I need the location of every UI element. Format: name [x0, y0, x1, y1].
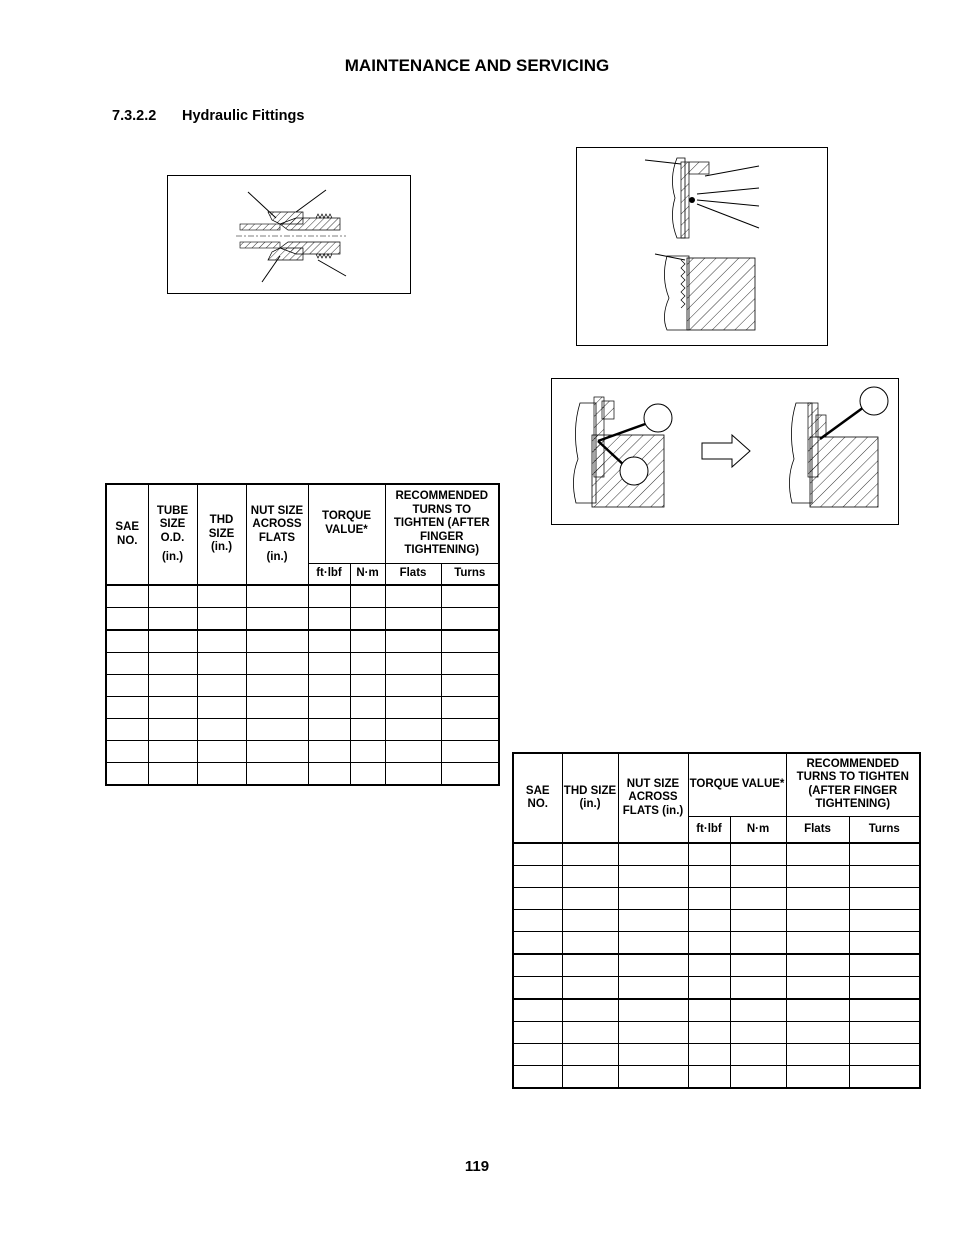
table1-body [106, 585, 499, 785]
table-cell [350, 630, 385, 653]
table-cell [688, 1044, 730, 1066]
table-cell [562, 932, 618, 955]
table-cell [350, 763, 385, 786]
table-cell [148, 675, 197, 697]
table-cell [688, 932, 730, 955]
table-cell [148, 697, 197, 719]
table-cell [786, 999, 849, 1022]
table-cell [441, 675, 499, 697]
flare-fitting-torque-table [105, 483, 500, 786]
table-cell [688, 888, 730, 910]
table-cell [106, 741, 148, 763]
table-row [106, 741, 499, 763]
table-cell [786, 888, 849, 910]
table-cell [441, 697, 499, 719]
header-tube-size-label: TUBE SIZE O.D. [156, 504, 189, 544]
table-cell [441, 741, 499, 763]
table-cell [618, 977, 688, 1000]
table-row [106, 653, 499, 675]
table-cell [849, 1022, 920, 1044]
table-cell [688, 843, 730, 866]
table-cell [148, 719, 197, 741]
table-cell [441, 585, 499, 608]
table-cell [197, 697, 246, 719]
table-cell [849, 1066, 920, 1089]
table-cell [308, 630, 350, 653]
table-cell [786, 932, 849, 955]
table-cell [730, 843, 786, 866]
table-cell [385, 608, 441, 631]
table-cell [849, 977, 920, 1000]
table-cell [350, 653, 385, 675]
table-cell [513, 1044, 562, 1066]
table-cell [513, 954, 562, 977]
table-cell [688, 954, 730, 977]
table-cell [385, 697, 441, 719]
table-cell [849, 910, 920, 932]
table-cell [197, 763, 246, 786]
table-row [106, 630, 499, 653]
table-cell [385, 741, 441, 763]
adjustable-fitting-figure [551, 378, 899, 525]
table-cell [246, 608, 308, 631]
table-cell [562, 843, 618, 866]
header-thd-size: THD SIZE (in.) [197, 484, 246, 585]
table-cell [308, 741, 350, 763]
header-nm: N·m [730, 816, 786, 843]
header-nut-size: NUT SIZE ACROSS FLATS (in.) [618, 753, 688, 843]
table-cell [688, 999, 730, 1022]
table-cell [246, 675, 308, 697]
table-row [513, 1044, 920, 1066]
table-cell [730, 1044, 786, 1066]
header-ftlbf: ft·lbf [308, 563, 350, 585]
table-cell [562, 999, 618, 1022]
table-cell [513, 888, 562, 910]
page-number: 119 [464, 1158, 490, 1175]
table-cell [308, 608, 350, 631]
table-cell [786, 843, 849, 866]
table-cell [197, 719, 246, 741]
table-cell [618, 1022, 688, 1044]
table-cell [849, 932, 920, 955]
table-cell [106, 608, 148, 631]
table-cell [730, 999, 786, 1022]
table-cell [106, 675, 148, 697]
table-cell [350, 697, 385, 719]
table-cell [688, 1066, 730, 1089]
table-cell [618, 1066, 688, 1089]
table-cell [730, 888, 786, 910]
table-cell [308, 719, 350, 741]
table-cell [246, 763, 308, 786]
oring-boss-torque-table [512, 752, 921, 1089]
table-row [513, 866, 920, 888]
table-cell [148, 630, 197, 653]
table-cell [308, 653, 350, 675]
table-cell [385, 630, 441, 653]
table-cell [350, 675, 385, 697]
table-cell [308, 585, 350, 608]
table-cell [849, 1044, 920, 1066]
table-cell [849, 888, 920, 910]
table-cell [308, 697, 350, 719]
table-cell [562, 888, 618, 910]
table-cell [350, 741, 385, 763]
table-row [106, 585, 499, 608]
table-cell [197, 741, 246, 763]
table-cell [441, 763, 499, 786]
table-cell [688, 866, 730, 888]
table-cell [618, 932, 688, 955]
table-cell [513, 1022, 562, 1044]
table-cell [786, 977, 849, 1000]
header-torque-value: TORQUE VALUE* [308, 484, 385, 563]
table-cell [849, 954, 920, 977]
section-number: 7.3.2.2 [112, 108, 157, 124]
table-cell [385, 653, 441, 675]
table-cell [246, 585, 308, 608]
table-row [513, 843, 920, 866]
table-cell [197, 675, 246, 697]
table-cell [197, 585, 246, 608]
table-cell [246, 653, 308, 675]
table-cell [246, 719, 308, 741]
table-cell [562, 1066, 618, 1089]
table-cell [197, 653, 246, 675]
table-cell [513, 843, 562, 866]
header-flats: Flats [786, 816, 849, 843]
table-row [513, 1066, 920, 1089]
table-cell [730, 977, 786, 1000]
table-cell [513, 932, 562, 955]
header-sae-no: SAE NO. [106, 484, 148, 585]
table-cell [513, 977, 562, 1000]
table-cell [197, 608, 246, 631]
table-row [513, 888, 920, 910]
table-cell [441, 653, 499, 675]
table-row [106, 675, 499, 697]
table-cell [106, 585, 148, 608]
table-cell [849, 843, 920, 866]
table-cell [688, 910, 730, 932]
table-cell [106, 719, 148, 741]
header-tube-size-unit: (in.) [161, 551, 184, 563]
table-row [106, 719, 499, 741]
table-cell [618, 866, 688, 888]
table-cell [148, 653, 197, 675]
table-cell [618, 954, 688, 977]
table-cell [730, 1022, 786, 1044]
table-cell [350, 719, 385, 741]
table-cell [730, 954, 786, 977]
table-cell [385, 719, 441, 741]
table-cell [148, 585, 197, 608]
table-cell [148, 763, 197, 786]
table-cell [350, 608, 385, 631]
table-cell [786, 910, 849, 932]
header-nut-size-unit: (in.) [266, 551, 288, 563]
flare-fitting-figure [167, 175, 411, 294]
table-cell [106, 763, 148, 786]
table-cell [786, 866, 849, 888]
table-cell [513, 866, 562, 888]
table-row [106, 763, 499, 786]
table-cell [730, 866, 786, 888]
header-torque-value: TORQUE VALUE* [688, 753, 786, 816]
table-cell [730, 932, 786, 955]
table-cell [730, 1066, 786, 1089]
table-cell [562, 910, 618, 932]
table-cell [618, 999, 688, 1022]
table-cell [618, 843, 688, 866]
table-cell [148, 608, 197, 631]
table-row [513, 977, 920, 1000]
header-turns: Turns [441, 563, 499, 585]
table-row [513, 954, 920, 977]
table-cell [688, 977, 730, 1000]
table-cell [849, 866, 920, 888]
table-cell [786, 1022, 849, 1044]
table-cell [562, 1044, 618, 1066]
table-cell [849, 999, 920, 1022]
header-flats: Flats [385, 563, 441, 585]
header-sae-no: SAE NO. [513, 753, 562, 843]
table-cell [385, 675, 441, 697]
table-cell [106, 653, 148, 675]
table-cell [618, 1044, 688, 1066]
table-cell [246, 697, 308, 719]
table-cell [308, 675, 350, 697]
header-tube-size [148, 484, 197, 585]
table-row [513, 932, 920, 955]
header-nut-size-label: NUT SIZE ACROSS FLATS [250, 504, 304, 544]
header-thd-size: THD SIZE (in.) [562, 753, 618, 843]
table-cell [786, 954, 849, 977]
header-nut-size [246, 484, 308, 585]
table-cell [385, 763, 441, 786]
page-title: MAINTENANCE AND SERVICING [344, 56, 610, 75]
table-cell [106, 630, 148, 653]
table-cell [562, 1022, 618, 1044]
table-cell [562, 954, 618, 977]
header-recommended-turns: RECOMMENDED TURNS TO TIGHTEN (AFTER FINGER TIGHTENING) [786, 753, 920, 816]
table-cell [688, 1022, 730, 1044]
table-cell [441, 719, 499, 741]
table-cell [385, 585, 441, 608]
header-turns: Turns [849, 816, 920, 843]
table-cell [148, 741, 197, 763]
table-cell [618, 888, 688, 910]
table-cell [441, 630, 499, 653]
table-row [513, 999, 920, 1022]
table-row [106, 608, 499, 631]
table-cell [513, 999, 562, 1022]
table-cell [106, 697, 148, 719]
header-ftlbf: ft·lbf [688, 816, 730, 843]
header-nm: N·m [350, 563, 385, 585]
section-title: Hydraulic Fittings [182, 108, 305, 124]
table-cell [513, 1066, 562, 1089]
table-cell [730, 910, 786, 932]
table-cell [618, 910, 688, 932]
table-cell [246, 741, 308, 763]
table-cell [197, 630, 246, 653]
table-row [106, 697, 499, 719]
table2-body [513, 843, 920, 1088]
table-cell [350, 585, 385, 608]
table-cell [513, 910, 562, 932]
table-cell [441, 608, 499, 631]
table-cell [562, 977, 618, 1000]
table-cell [246, 630, 308, 653]
table-cell [786, 1066, 849, 1089]
header-recommended-turns: RECOMMENDED TURNS TO TIGHTEN (AFTER FINGER TIGHTENING) [385, 484, 499, 563]
table-row [513, 910, 920, 932]
table-cell [562, 866, 618, 888]
oring-boss-figure [576, 147, 828, 346]
table-cell [308, 763, 350, 786]
table-cell [786, 1044, 849, 1066]
table-row [513, 1022, 920, 1044]
